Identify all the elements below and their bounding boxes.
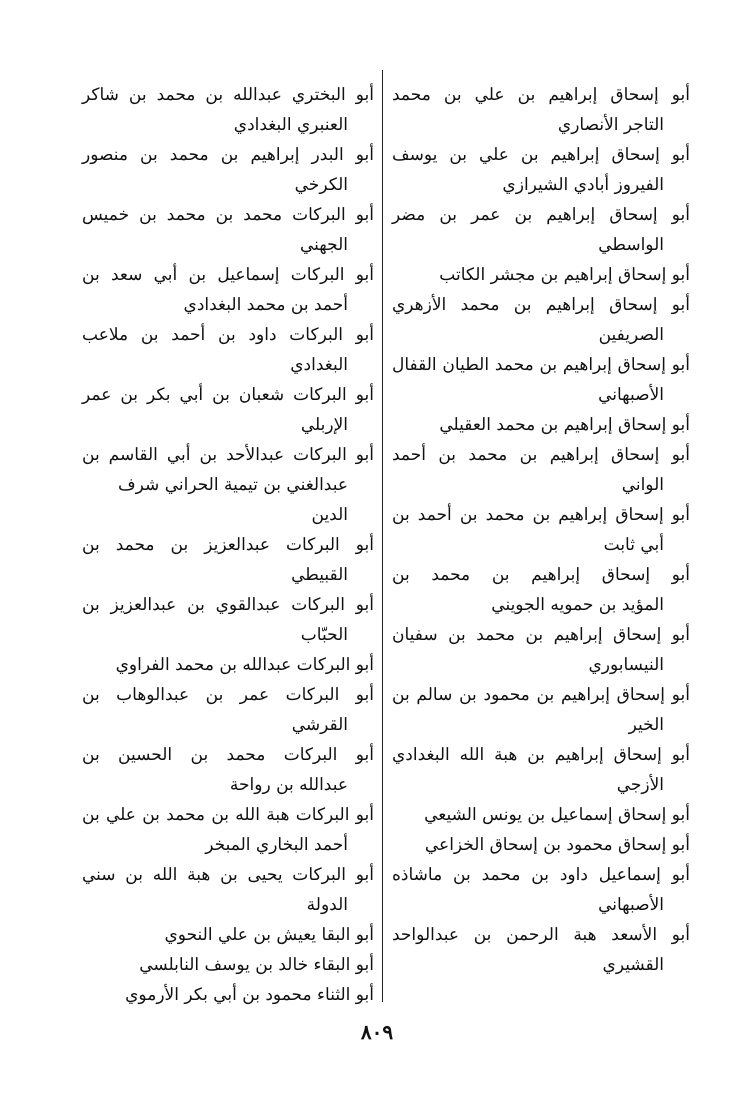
entry-continuation: الحبّاب	[300, 625, 348, 645]
entry-continuation: أحمد البخاري المبخر	[205, 835, 348, 855]
entry-continuation: العنبري البغدادي	[233, 115, 348, 135]
entry-line: أبو إسحاق إبراهيم بن محمود بن سالم بن	[392, 685, 690, 705]
entry-continuation: القشيري	[602, 955, 664, 975]
entry-continuation: النيسابوري	[588, 655, 664, 675]
entry-line: أبو إسحاق إبراهيم بن محمد بن أحمد بن	[392, 505, 690, 525]
entry-line: أبو إسحاق إبراهيم بن عمر بن مضر	[392, 205, 690, 225]
index-entry	[82, 920, 374, 950]
index-entry	[82, 590, 374, 650]
entry-line: أبو البقاء خالد بن يوسف النابلسي	[139, 955, 374, 975]
index-entry	[82, 980, 374, 1010]
entry-line: أبو البركات داود بن أحمد بن ملاعب	[82, 325, 374, 345]
entry-line: أبو الثناء محمود بن أبي بكر الأرموي	[125, 985, 374, 1005]
index-entry	[82, 140, 374, 200]
entry-line: أبو الأسعد هبة الرحمن بن عبدالواحد	[392, 925, 690, 945]
entry-line: أبو إسحاق إبراهيم بن محمد بن سفيان	[392, 625, 690, 645]
index-entry	[392, 140, 690, 200]
index-entry	[82, 440, 374, 530]
index-entry	[392, 290, 690, 350]
entry-continuation: الواسطي	[598, 235, 664, 255]
entry-line: أبو إسحاق إبراهيم بن محمد الأزهري	[392, 295, 690, 315]
entry-line: أبو البركات محمد بن محمد بن خميس	[82, 205, 374, 225]
entry-line: أبو البركات يحيى بن هبة الله بن سني	[82, 865, 374, 885]
entry-continuation: الكرخي	[294, 175, 348, 195]
entry-continuation: الإربلي	[300, 415, 348, 435]
index-entry	[82, 800, 374, 860]
entry-line: أبو البقا يعيش بن علي النحوي	[164, 925, 374, 945]
entry-continuation: القبيطي	[291, 565, 348, 585]
index-entry	[82, 260, 374, 320]
entry-continuation: الجهني	[299, 235, 348, 255]
entry-continuation: القرشي	[291, 715, 348, 735]
entry-line: أبو البركات عبدالعزيز بن محمد بن	[82, 535, 374, 555]
entry-line: أبو إسحاق إبراهيم بن هبة الله البغدادي	[392, 745, 690, 765]
entry-continuation: الخير	[628, 715, 664, 735]
index-entry	[82, 740, 374, 800]
entry-continuation: عبدالله بن رواحة	[229, 775, 348, 795]
entry-line: أبو إسحاق إسماعيل بن يونس الشيعي	[424, 805, 690, 825]
index-entry	[392, 560, 690, 620]
entry-line: أبو البختري عبدالله بن محمد بن شاكر	[82, 85, 374, 105]
index-entry	[392, 800, 690, 830]
index-entry	[82, 530, 374, 590]
index-entry	[392, 260, 690, 290]
index-entry	[392, 440, 690, 500]
entry-continuation: الأصبهاني	[598, 385, 664, 405]
index-entry	[392, 680, 690, 740]
entry-line: أبو إسحاق إبراهيم بن مجشر الكاتب	[439, 265, 690, 285]
entry-continuation: الواني	[621, 475, 664, 495]
index-entry	[82, 200, 374, 260]
entry-line: أبو إسحاق إبراهيم بن علي بن محمد	[392, 85, 690, 105]
entry-continuation: الفيروز أبادي الشيرازي	[502, 175, 664, 195]
column-divider	[382, 70, 383, 1002]
entry-line: أبو إسحاق إبراهيم بن محمد بن	[392, 565, 690, 585]
index-entry	[392, 920, 690, 980]
right-column	[392, 80, 690, 980]
entry-line: أبو إسحاق إبراهيم بن محمد الطيان القفال	[392, 355, 690, 375]
entry-line: أبو البركات عبدالأحد بن أبي القاسم بن	[82, 445, 374, 465]
entry-continuation: أبي ثابت	[603, 535, 664, 555]
entry-continuation: عبدالغني بن تيمية الحراني شرف الدين	[118, 475, 348, 525]
entry-continuation: الأصبهاني	[598, 895, 664, 915]
index-entry	[392, 830, 690, 860]
entry-line: أبو إسحاق إبراهيم بن علي بن يوسف	[392, 145, 690, 165]
entry-line: أبو البركات شعبان بن أبي بكر بن عمر	[82, 385, 374, 405]
entry-continuation: البغدادي	[290, 355, 348, 375]
index-entry	[392, 740, 690, 800]
index-entry	[82, 650, 374, 680]
entry-line: أبو إسحاق إبراهيم بن محمد بن أحمد	[392, 445, 690, 465]
entry-line: أبو البركات إسماعيل بن أبي سعد بن	[82, 265, 374, 285]
entry-line: أبو إسحاق محمود بن إسحاق الخزاعي	[424, 835, 690, 855]
entry-line: أبو البدر إبراهيم بن محمد بن منصور	[82, 145, 374, 165]
index-entry	[392, 410, 690, 440]
page-number: ٨٠٩	[360, 1020, 394, 1044]
entry-continuation: الصريفين	[598, 325, 664, 345]
entry-line: أبو البركات محمد بن الحسين بن	[82, 745, 374, 765]
index-entry	[392, 200, 690, 260]
entry-continuation: المؤيد بن حمويه الجويني	[491, 595, 664, 615]
index-entry	[82, 860, 374, 920]
index-entry	[392, 80, 690, 140]
entry-line: أبو إسماعيل داود بن محمد بن ماشاذه	[392, 865, 690, 885]
entry-continuation: الدولة	[306, 895, 348, 915]
index-entry	[82, 950, 374, 980]
entry-line: أبو إسحاق إبراهيم بن محمد العقيلي	[439, 415, 690, 435]
index-entry	[392, 860, 690, 920]
entry-line: أبو البركات عمر بن عبدالوهاب بن	[82, 685, 374, 705]
index-entry	[82, 320, 374, 380]
index-entry	[82, 80, 374, 140]
entry-continuation: أحمد بن محمد البغدادي	[183, 295, 348, 315]
entry-continuation: التاجر الأنصاري	[557, 115, 664, 135]
index-entry	[392, 500, 690, 560]
index-entry	[392, 350, 690, 410]
left-column	[82, 80, 374, 1010]
entry-line: أبو البركات عبدالقوي بن عبدالعزيز بن	[82, 595, 374, 615]
index-entry	[82, 680, 374, 740]
index-entry	[392, 620, 690, 680]
index-entry	[82, 380, 374, 440]
entry-line: أبو البركات عبدالله بن محمد الفراوي	[115, 655, 374, 675]
entry-line: أبو البركات هبة الله بن محمد بن علي بن	[82, 805, 374, 825]
entry-continuation: الأزجي	[616, 775, 664, 795]
